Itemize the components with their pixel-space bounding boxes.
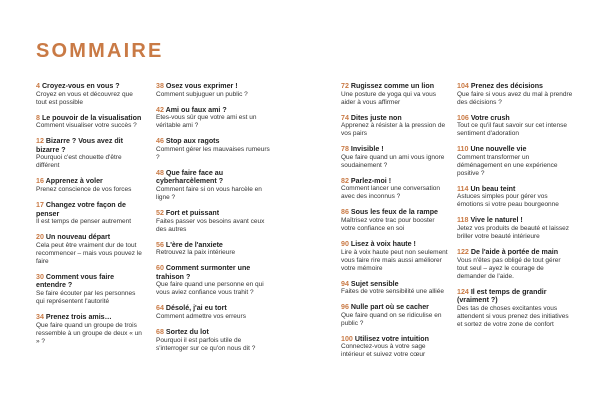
page-number: 124	[457, 287, 469, 296]
page-number: 17	[36, 200, 44, 209]
page-number: 122	[457, 247, 469, 256]
toc-entry-description: Comment admettre vos erreurs	[156, 312, 246, 320]
toc-entry	[457, 288, 573, 329]
page-number: 86	[341, 208, 349, 217]
toc-entry-title: Votre crush	[470, 113, 510, 122]
toc-entry-heading	[36, 233, 144, 242]
toc-entry	[156, 241, 274, 258]
toc-entry-title: Changez votre façon de penser	[36, 200, 126, 218]
toc-entry-title: L'ère de l'anxiete	[165, 240, 223, 249]
toc-entry-heading	[36, 177, 144, 186]
toc-entry-heading	[36, 137, 144, 154]
toc-entry-title: Prenez des décisions	[470, 82, 543, 90]
toc-entry-heading	[457, 82, 573, 91]
toc-entry	[156, 169, 274, 202]
toc-entry-description: Que faire quand on se ridiculise en public ?	[341, 311, 442, 327]
toc-entry-title: Dites juste non	[350, 113, 402, 122]
toc-entry-title: Utilisez votre intuition	[354, 334, 429, 343]
page-number: 38	[156, 82, 164, 90]
toc-entry-heading	[156, 241, 274, 250]
toc-entry-heading	[156, 328, 274, 337]
toc-entry-title: Que faire face au cyberharcèlement ?	[156, 168, 224, 186]
toc-entry-heading	[341, 240, 449, 249]
toc-entry	[36, 273, 144, 306]
toc-entry-description: Des tas de choses excitantes vous attendent si vous prenez des initiatives et sortez de votre zone de confort	[457, 304, 569, 328]
toc-entry-description: Apprenez à résister à la pression de vos pairs	[341, 122, 446, 138]
toc-entry-title: Comment vous faire entendre ?	[36, 272, 115, 290]
toc-entry	[36, 82, 144, 107]
toc-entry-description: Lire à voix haute peut non seulement vous faire rire mais aussi améliorer votre mémoire	[341, 248, 448, 272]
page-number: 74	[341, 113, 349, 122]
toc-entry-description: Pourquoi il est parfois utile de s'interroger sur ce qu'on nous dit ?	[156, 336, 256, 352]
toc-entry	[36, 177, 144, 194]
toc-entry	[341, 335, 449, 360]
toc-entry	[341, 208, 449, 233]
toc-entry	[457, 145, 573, 178]
page-number: 78	[341, 145, 349, 154]
toc-entry	[457, 216, 573, 241]
toc-entry-title: Sortez du lot	[165, 327, 209, 336]
toc-entry-description: Jetez vos produits de beauté et laissez briller votre beauté intérieure	[457, 224, 570, 240]
toc-entry-heading	[156, 304, 274, 313]
toc-entry-description: Que faire quand un ami vous ignore soudainement ?	[341, 153, 445, 169]
toc-entry-heading	[36, 273, 144, 290]
page-number: 96	[341, 303, 349, 312]
toc-entry-description: Que faire quand un groupe de trois ressemble à un groupe de deux « un » ?	[36, 321, 142, 345]
toc-entry	[156, 137, 274, 162]
page-number: 16	[36, 177, 44, 186]
toc-entry-heading	[341, 82, 449, 91]
page-number: 90	[341, 239, 349, 248]
toc-entry-title: Apprenez à voler	[45, 177, 103, 186]
page-number: 20	[36, 233, 44, 242]
toc-entry-description: Comment subjuguer un public ?	[156, 90, 248, 98]
toc-entry-description: Croyez en vous et découvrez que tout est possible	[36, 90, 133, 106]
toc-entry-description: Comment visualiser votre succès ?	[36, 122, 137, 130]
page-number: 12	[36, 137, 44, 146]
toc-entry-heading	[341, 145, 449, 154]
toc-entry-description: Retrouvez la paix intérieure	[156, 249, 236, 257]
toc-column-4	[457, 82, 573, 336]
toc-entry	[341, 240, 449, 273]
toc-entry-title: Nulle part où se cacher	[350, 303, 429, 312]
toc-entry-heading	[457, 145, 573, 154]
toc-entry-description: Il est temps de penser autrement	[36, 218, 132, 226]
toc-entry-title: Un beau teint	[470, 184, 516, 193]
page-number: 46	[156, 137, 164, 146]
toc-entry	[36, 201, 144, 226]
toc-entry	[36, 313, 144, 346]
toc-entry-title: Stop aux ragots	[165, 137, 220, 146]
toc-entry-description: Une posture de yoga qui va vous aider à vous affirmer	[341, 90, 437, 106]
toc-entry-description: Pourquoi c'est chouette d'être différent	[36, 154, 122, 170]
toc-entry	[156, 304, 274, 321]
toc-entry	[341, 114, 449, 139]
page-number: 34	[36, 312, 44, 321]
toc-column-2	[156, 82, 274, 360]
toc-entry-title: Désolé, j'ai eu tort	[165, 304, 227, 313]
toc-entry-heading	[341, 335, 449, 344]
toc-entry-heading	[156, 106, 274, 115]
toc-entry	[341, 303, 449, 328]
toc-entry-heading	[341, 303, 449, 312]
page-number: 114	[457, 184, 469, 193]
toc-entry-description: Etes-vous sûr que votre ami est un véritable ami ?	[156, 114, 257, 130]
page-number: 110	[457, 145, 469, 154]
toc-entry-heading	[341, 280, 449, 289]
toc-entry	[156, 264, 274, 297]
toc-entry-title: Sous les feux de la rampe	[350, 208, 439, 217]
toc-entry-heading	[156, 137, 274, 146]
toc-entry-heading	[341, 114, 449, 123]
toc-entry-title: Un nouveau départ	[45, 233, 111, 242]
toc-entry-description: Se faire écouter par les personnes qui représentent l'autorité	[36, 289, 136, 305]
page-number: 64	[156, 304, 164, 313]
toc-entry-heading	[457, 185, 573, 194]
toc-entry	[36, 233, 144, 266]
toc-entry-description: Faites de votre sensibilité une alliée	[341, 288, 444, 296]
toc-entry-title: Parlez-moi !	[350, 176, 392, 185]
page-number: 60	[156, 264, 164, 273]
page-number: 30	[36, 272, 44, 281]
page-number: 8	[36, 113, 40, 122]
toc-entry-title: De l'aide à portée de main	[470, 247, 559, 256]
toc-entry	[457, 248, 573, 281]
toc-column-1	[36, 82, 144, 353]
toc-entry-description: Cela peut être vraiment dur de tout recommencer – mais vous pouvez le faire	[36, 241, 142, 265]
toc-entry-description: Faites passer vos besoins avant ceux des autres	[156, 217, 265, 233]
toc-entry-description: Maîtrisez votre trac pour booster votre confiance en soi	[341, 216, 435, 232]
toc-entry	[156, 328, 274, 353]
page-number: 106	[457, 113, 469, 122]
toc-entry-title: Osez vous exprimer !	[165, 82, 238, 90]
toc-entry-title: Comment surmonter une trahison ?	[156, 264, 251, 281]
toc-entry	[341, 82, 449, 107]
page-number: 48	[156, 168, 164, 177]
toc-entry-heading	[156, 169, 274, 186]
toc-entry-heading	[457, 288, 573, 305]
toc-entry-heading	[156, 209, 274, 218]
page-number: 104	[457, 82, 469, 90]
toc-entry-heading	[36, 114, 144, 123]
page-number: 94	[341, 279, 349, 288]
toc-entry-heading	[457, 114, 573, 123]
toc-entry-description: Connectez-vous à votre sage intérieur et suivez votre cœur	[341, 343, 426, 359]
page-number: 42	[156, 105, 164, 114]
toc-entry-description: Comment transformer un déménagement en une expérience positive ?	[457, 153, 558, 177]
toc-entry-description: Comment lancer une conversation avec des inconnus ?	[341, 185, 440, 201]
toc-entry-heading	[341, 177, 449, 186]
page-number: 118	[457, 216, 469, 225]
toc-entry	[457, 185, 573, 210]
toc-entry	[457, 82, 573, 107]
toc-entry-title: Prenez trois amis…	[45, 312, 112, 321]
page-number: 72	[341, 82, 349, 90]
toc-entry	[36, 137, 144, 170]
toc-entry-heading	[457, 216, 573, 225]
toc-entry-heading	[341, 208, 449, 217]
page-number: 52	[156, 208, 164, 217]
page-number: 100	[341, 334, 353, 343]
toc-entry-description: Comment gérer les mauvaises rumeurs ?	[156, 145, 270, 161]
toc-entry-heading	[36, 82, 144, 91]
toc-entry-description: Que faire si vous avez du mal à prendre des décisions ?	[457, 90, 573, 106]
toc-entry-title: Lisez à voix haute !	[350, 239, 416, 248]
toc-entry-description: Prenez conscience de vos forces	[36, 185, 132, 193]
toc-entry-title: Croyez-vous en vous ?	[41, 82, 120, 90]
page-number: 68	[156, 327, 164, 336]
toc-entry-title: Il est temps de grandir (vraiment ?)	[457, 287, 547, 305]
toc-entry-title: Vive le naturel !	[470, 216, 523, 225]
toc-entry-heading	[36, 201, 144, 218]
toc-entry-heading	[156, 82, 274, 91]
toc-entry-description: Comment faire si on vous harcèle en ligne ?	[156, 185, 262, 201]
toc-entry-title: Une nouvelle vie	[470, 145, 527, 154]
toc-entry-description: Tout ce qu'il faut savoir sur cet intense sentiment d'adoration	[457, 122, 567, 138]
toc-entry-title: Sujet sensible	[350, 279, 399, 288]
toc-entry-title: Rugissez comme un lion	[350, 82, 435, 90]
toc-entry	[156, 82, 274, 99]
toc-entry-heading	[156, 264, 274, 281]
toc-entry	[341, 145, 449, 170]
toc-entry-heading	[457, 248, 573, 257]
toc-entry-title: Fort et puissant	[165, 208, 220, 217]
toc-entry	[36, 114, 144, 131]
toc-entry	[341, 177, 449, 202]
toc-entry	[156, 106, 274, 131]
toc-entry-description: Vous n'êtes pas obligé de tout gérer tout seul – ayez le courage de demander de l'aide.	[457, 256, 561, 280]
toc-entry	[156, 209, 274, 234]
toc-entry-title: Bizarre ? Vous avez dit bizarre ?	[36, 137, 124, 154]
toc-entry	[457, 114, 573, 139]
toc-entry-heading	[36, 313, 144, 322]
toc-entry-description: Astuces simples pour gérer vos émotions si votre peau bourgeonne	[457, 193, 559, 209]
page-number: 56	[156, 240, 164, 249]
toc-entry	[341, 280, 449, 297]
toc-column-3	[341, 82, 449, 366]
page-number: 82	[341, 176, 349, 185]
toc-entry-title: Le pouvoir de la visualisation	[41, 113, 142, 122]
toc-entry-title: Ami ou faux ami ?	[165, 105, 227, 114]
toc-entry-title: Invisible !	[350, 145, 384, 154]
toc-entry-description: Que faire quand une personne en qui vous aviez confiance vous trahit ?	[156, 281, 264, 297]
page-title: SOMMAIRE	[36, 40, 164, 62]
page-number: 4	[36, 82, 40, 90]
